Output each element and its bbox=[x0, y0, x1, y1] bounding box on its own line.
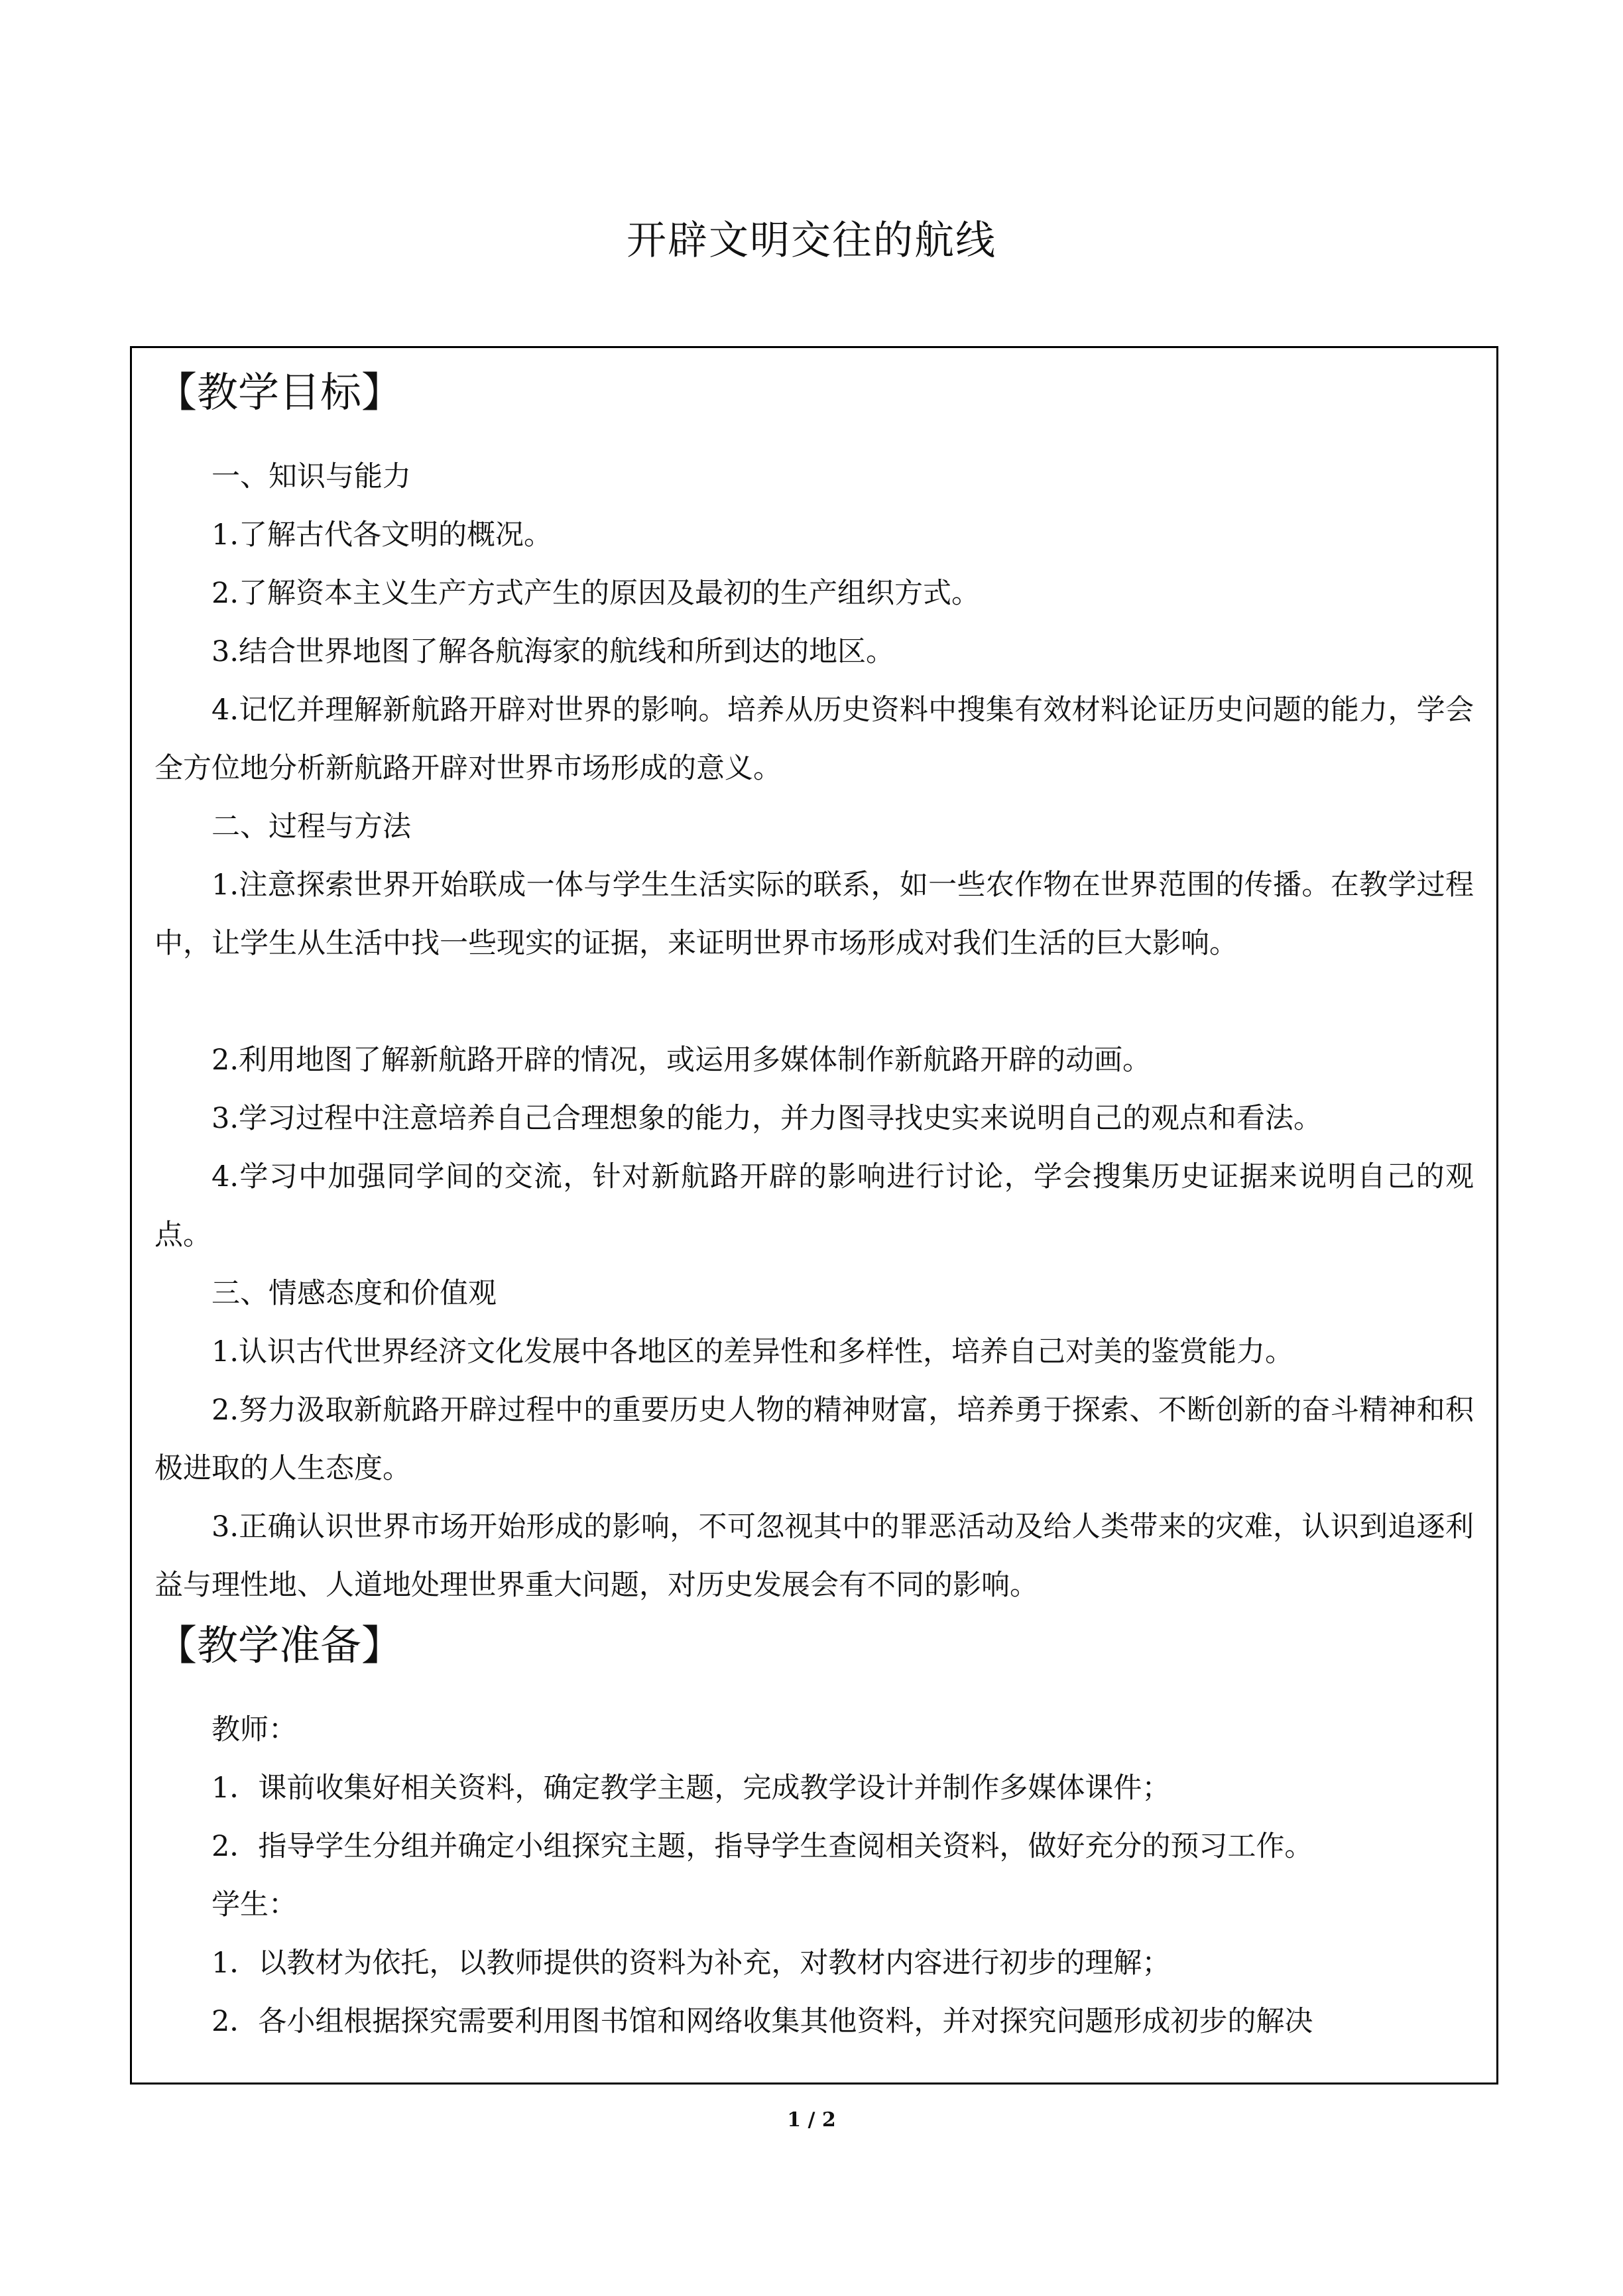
objectives-item: 2.利用地图了解新航路开辟的情况，或运用多媒体制作新航路开辟的动画。 bbox=[211, 1044, 1152, 1077]
objectives-item: 3.结合世界地图了解各航海家的航线和所到达的地区。 bbox=[211, 635, 895, 668]
preparation-subheading-student: 学生： bbox=[211, 1888, 297, 1921]
preparation-item: 1．课前收集好相关资料，确定教学主题，完成教学设计并制作多媒体课件； bbox=[211, 1772, 1171, 1805]
objectives-subheading-process: 二、过程与方法 bbox=[211, 810, 411, 843]
preparation-item: 2．各小组根据探究需要利用图书馆和网络收集其他资料，并对探究问题形成初步的解决 bbox=[211, 2005, 1313, 2038]
objectives-item: 2.了解资本主义生产方式产生的原因及最初的生产组织方式。 bbox=[211, 577, 981, 610]
preparation-item: 1．以教材为依托，以教师提供的资料为补充，对教材内容进行初步的理解； bbox=[211, 1947, 1171, 1980]
section-heading-teaching-objectives: 【教学目标】 bbox=[156, 368, 403, 416]
preparation-item: 2．指导学生分组并确定小组探究主题，指导学生查阅相关资料，做好充分的预习工作。 bbox=[211, 1830, 1313, 1863]
content-box bbox=[130, 346, 1498, 2085]
section-heading-teaching-preparation: 【教学准备】 bbox=[156, 1621, 403, 1669]
objectives-item: 1.注意探索世界开始联成一体与学生生活实际的联系，如一些农作物在世界范围的传播。在教学过程中，让学生从生活中找一些现实的证据，来证明世界市场形成对我们生活的巨大影响。 bbox=[154, 869, 1474, 960]
objectives-item: 1.了解古代各文明的概况。 bbox=[211, 518, 553, 552]
objectives-subheading-knowledge: 一、知识与能力 bbox=[211, 460, 411, 493]
objectives-subheading-values: 三、情感态度和价值观 bbox=[211, 1277, 497, 1310]
objectives-item: 3.学习过程中注意培养自己合理想象的能力，并力图寻找史实来说明自己的观点和看法。 bbox=[211, 1102, 1323, 1135]
page-title: 开辟文明交往的航线 bbox=[627, 217, 996, 264]
objectives-item: 4.记忆并理解新航路开辟对世界的影响。培养从历史资料中搜集有效材料论证历史问题的能力，学会全方位地分析新航路开辟对世界市场形成的意义。 bbox=[154, 694, 1474, 785]
objectives-item: 2.努力汲取新航路开辟过程中的重要历史人物的精神财富，培养勇于探索、不断创新的奋斗精神和积极进取的人生态度。 bbox=[154, 1394, 1474, 1485]
page-number: 1 / 2 bbox=[787, 2108, 836, 2132]
objectives-item: 1.认识古代世界经济文化发展中各地区的差异性和多样性，培养自己对美的鉴赏能力。 bbox=[211, 1335, 1294, 1368]
objectives-item: 3.正确认识世界市场开始形成的影响，不可忽视其中的罪恶活动及给人类带来的灾难，认识到追逐利益与理性地、人道地处理世界重大问题，对历史发展会有不同的影响。 bbox=[154, 1510, 1474, 1602]
objectives-item: 4.学习中加强同学间的交流，针对新航路开辟的影响进行讨论，学会搜集历史证据来说明自己的观点。 bbox=[154, 1160, 1474, 1252]
preparation-subheading-teacher: 教师： bbox=[211, 1713, 297, 1746]
